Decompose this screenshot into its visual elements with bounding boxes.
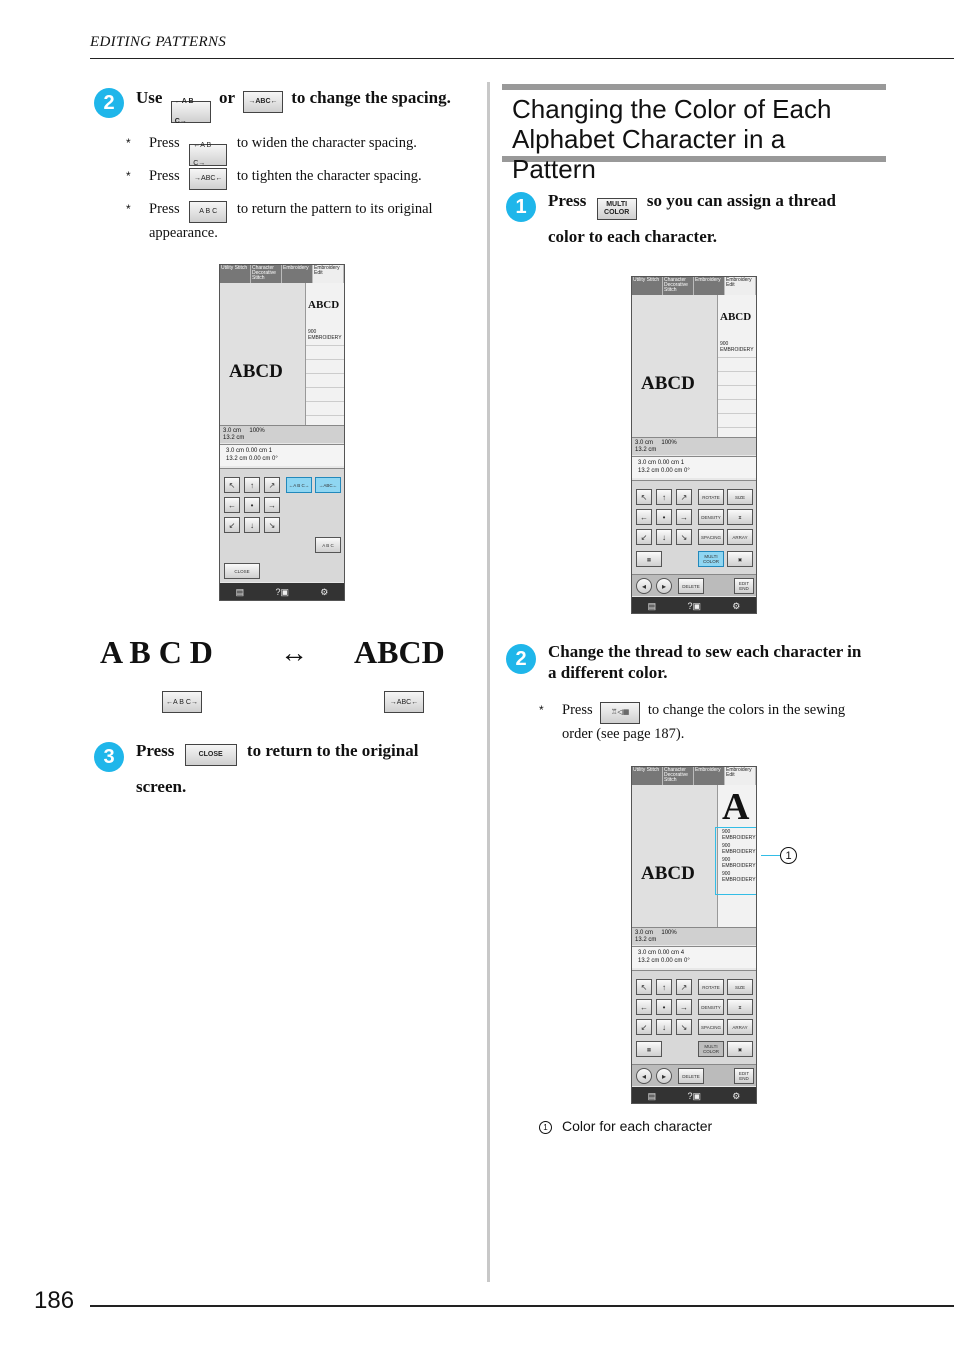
screen-footer bbox=[220, 583, 344, 601]
reset-spacing-button[interactable]: A B C bbox=[315, 537, 341, 553]
bullet-color-order: Press ♖◁▦ to change the colors in the sewing bbox=[562, 701, 892, 724]
page-icon[interactable]: ▤ bbox=[647, 600, 657, 611]
page-icon[interactable]: ▤ bbox=[647, 1090, 657, 1101]
size-bar: 3.0 cm 100% 13.2 cm bbox=[632, 437, 756, 455]
rotate-button[interactable]: ROTATE bbox=[698, 979, 724, 995]
edit-panel: ↖ ↑ ↗ ← • → ↙ ↓ ↘ ROTATE SIZE DENSITY ⧖ SPACING ARRAY ▦ MULTI COLOR ▣ bbox=[632, 970, 756, 1064]
mirror-icon[interactable]: ⧖ bbox=[727, 999, 753, 1015]
tighten-spacing-button[interactable]: →ABC← bbox=[315, 477, 341, 493]
help-icon[interactable]: ?▣ bbox=[687, 600, 701, 611]
move-down-key[interactable]: ↓ bbox=[244, 517, 260, 533]
spacing-button[interactable]: SPACING bbox=[698, 1019, 724, 1035]
caption-text: Color for each character bbox=[562, 1118, 713, 1134]
next-icon[interactable]: ▸ bbox=[656, 1068, 672, 1084]
step-2-instruction: Use ←A B C→ or →ABC← to change the spacing. bbox=[136, 88, 451, 125]
page-icon[interactable]: ▤ bbox=[235, 586, 245, 597]
pattern-preview: A 900 EMBROIDERY 900 EMBROIDERY 900 EMBROIDERY 900 EMBROIDERY bbox=[718, 785, 757, 927]
bullet-tighten: Press →ABC← to tighten the character spacing. bbox=[149, 167, 479, 190]
tighten-spacing-button[interactable]: →ABC← bbox=[243, 91, 283, 113]
section-title: Changing the Color of Each Alphabet Character in a Pattern bbox=[502, 84, 886, 162]
widen-spacing-button[interactable]: ←A B C→ bbox=[286, 477, 312, 493]
help-icon[interactable]: ?▣ bbox=[687, 1090, 701, 1101]
move-center-key[interactable]: • bbox=[244, 497, 260, 513]
nav-panel bbox=[632, 574, 756, 596]
thread-color: 900 EMBROIDERY bbox=[722, 843, 756, 855]
mirror-icon[interactable]: ⧖ bbox=[727, 509, 753, 525]
thread-color: 900 EMBROIDERY bbox=[308, 329, 342, 341]
multi-color-button[interactable]: MULTI COLOR bbox=[597, 198, 637, 220]
tighten-spacing-button[interactable]: →ABC← bbox=[189, 168, 227, 190]
pattern-canvas: ABCD bbox=[220, 283, 306, 425]
spacing-screen bbox=[219, 264, 345, 601]
edit-end-button[interactable]: EDIT END bbox=[734, 1068, 754, 1084]
grid-icon[interactable]: ▦ bbox=[636, 1041, 662, 1057]
spaced-letters: A B C D bbox=[100, 634, 213, 670]
step-number: 2 bbox=[506, 644, 536, 674]
density-button[interactable]: DENSITY bbox=[698, 999, 724, 1015]
thread-color: 900 EMBROIDERY bbox=[720, 341, 754, 353]
edit-end-button[interactable]: EDIT END bbox=[734, 578, 754, 594]
callout-leader bbox=[761, 855, 780, 856]
screen-footer bbox=[632, 597, 756, 614]
bullet-widen: Press ←A B C→ to widen the character spacing. bbox=[149, 135, 417, 167]
step-1-instruction: Press MULTI COLOR so you can assign a thread bbox=[548, 191, 888, 220]
widen-spacing-button[interactable]: ←A B C→ bbox=[189, 144, 227, 166]
step-3-instruction: Press CLOSE to return to the original bbox=[136, 741, 476, 766]
close-button[interactable]: CLOSE bbox=[224, 563, 260, 579]
delete-button[interactable]: DELETE bbox=[678, 578, 704, 594]
reset-spacing-button[interactable]: A B C bbox=[189, 201, 227, 223]
pattern-preview: ABCD 900 EMBROIDERY bbox=[306, 283, 345, 425]
multi-color-screen: Utility Stitch Character Decorative Stitch Embroidery Embroidery Edit ABCD A 900 EMBROIDERY 900 EMBROIDERY 900 EMBROIDERY 900 EMBROIDERY 3.0 cm 100% 13.2 cm 3.0 cm 0.00 cm 4 13.2 cm 0.00 cm 0° ↖ ↑ ↗ ← • → ↙ ↓ ↘ ROTATE SIZE DENSITY ⧖ SPACING ARRAY ▦ MULTI COLOR ▣ ◂ ▸ DELETE EDIT END ▤ ?▣ ⚙ bbox=[631, 766, 757, 1104]
move-down-left-key[interactable]: ↙ bbox=[224, 517, 240, 533]
prev-icon[interactable]: ◂ bbox=[636, 1068, 652, 1084]
pattern-preview: ABCD 900 EMBROIDERY bbox=[718, 295, 757, 437]
tight-letters: ABCD bbox=[354, 634, 445, 670]
next-icon[interactable]: ▸ bbox=[656, 578, 672, 594]
size-button[interactable]: SIZE bbox=[727, 489, 753, 505]
step-number: 2 bbox=[94, 88, 124, 118]
caption-number: 1 bbox=[539, 1121, 552, 1134]
position-info: 3.0 cm 0.00 cm 1 13.2 cm 0.00 cm 0° bbox=[632, 456, 756, 478]
settings-icon[interactable]: ⚙ bbox=[320, 586, 329, 597]
edit-panel bbox=[220, 468, 344, 582]
thread-color: 900 EMBROIDERY bbox=[722, 829, 756, 841]
size-button[interactable]: SIZE bbox=[727, 979, 753, 995]
array-button[interactable]: ARRAY bbox=[727, 529, 753, 545]
density-button[interactable]: DENSITY bbox=[698, 509, 724, 525]
settings-icon[interactable]: ⚙ bbox=[732, 600, 741, 611]
pattern-canvas: ABCD bbox=[632, 785, 718, 927]
multi-color-button[interactable]: MULTI COLOR bbox=[698, 1041, 724, 1057]
settings-icon[interactable]: ⚙ bbox=[732, 1090, 741, 1101]
delete-button[interactable]: DELETE bbox=[678, 1068, 704, 1084]
spacing-button[interactable]: SPACING bbox=[698, 529, 724, 545]
step-number: 3 bbox=[94, 742, 124, 772]
color-order-icon[interactable]: ▣ bbox=[727, 551, 753, 567]
running-header: EDITING PATTERNS bbox=[90, 34, 227, 50]
move-up-left-key[interactable]: ↖ bbox=[224, 477, 240, 493]
move-left-key[interactable]: ← bbox=[224, 497, 240, 513]
position-info: 3.0 cm 0.00 cm 4 13.2 cm 0.00 cm 0° bbox=[632, 946, 756, 968]
callout-number: 1 bbox=[780, 847, 797, 864]
thread-color: 900 EMBROIDERY bbox=[722, 871, 756, 883]
grid-icon[interactable]: ▦ bbox=[636, 551, 662, 567]
size-bar: 3.0 cm 100% 13.2 cm bbox=[632, 927, 756, 945]
color-order-icon[interactable]: ▣ bbox=[727, 1041, 753, 1057]
color-order-icon[interactable]: ♖◁▦ bbox=[600, 702, 640, 724]
move-up-right-key[interactable]: ↗ bbox=[264, 477, 280, 493]
help-icon[interactable]: ?▣ bbox=[275, 586, 289, 597]
multi-color-button[interactable]: MULTI COLOR bbox=[698, 551, 724, 567]
nav-panel bbox=[632, 1064, 756, 1086]
screen-tabs: Utility Stitch Character Decorative Stitch Embroidery Embroidery Edit bbox=[220, 265, 344, 283]
color-callout-box bbox=[715, 827, 757, 895]
double-arrow-icon: ↔ bbox=[280, 638, 308, 669]
close-button[interactable]: CLOSE bbox=[185, 744, 237, 766]
bullet-reset: Press A B C to return the pattern to its original bbox=[149, 200, 479, 223]
header-rule bbox=[90, 58, 954, 59]
prev-icon[interactable]: ◂ bbox=[636, 578, 652, 594]
widen-spacing-button[interactable]: ←A B C→ bbox=[162, 691, 202, 713]
edit-panel: ↖ ↑ ↗ ← • → ↙ ↓ ↘ ROTATE SIZE DENSITY ⧖ SPACING ARRAY ▦ MULTI COLOR ▣ bbox=[632, 480, 756, 574]
page-number: 186 bbox=[34, 1287, 75, 1314]
footer-rule bbox=[90, 1305, 954, 1307]
rotate-button[interactable]: ROTATE bbox=[698, 489, 724, 505]
pattern-canvas: ABCD bbox=[632, 295, 718, 437]
move-up-key[interactable]: ↑ bbox=[244, 477, 260, 493]
move-down-right-key[interactable]: ↘ bbox=[264, 517, 280, 533]
step-number: 1 bbox=[506, 192, 536, 222]
tighten-spacing-button[interactable]: →ABC← bbox=[384, 691, 424, 713]
size-bar: 3.0 cm 100% 13.2 cm bbox=[220, 425, 344, 443]
thread-color: 900 EMBROIDERY bbox=[722, 857, 756, 869]
widen-spacing-button[interactable]: ←A B C→ bbox=[171, 101, 211, 123]
position-info: 3.0 cm 0.00 cm 1 13.2 cm 0.00 cm 0° bbox=[220, 444, 344, 466]
column-divider bbox=[487, 82, 490, 1282]
edit-screen: Utility Stitch Character Decorative Stitch Embroidery Embroidery Edit ABCD ABCD 900 EMBROIDERY 3.0 cm 100% 13.2 cm 3.0 cm 0.00 cm 1 13.2 cm 0.00 cm 0° ↖ ↑ ↗ ← • → ↙ ↓ ↘ ROTATE SIZE DENSITY ⧖ SPACING ARRAY ▦ MULTI COLOR ▣ ◂ ▸ DELETE EDIT END ▤ ?▣ ⚙ bbox=[631, 276, 757, 614]
array-button[interactable]: ARRAY bbox=[727, 1019, 753, 1035]
move-right-key[interactable]: → bbox=[264, 497, 280, 513]
screen-footer bbox=[632, 1087, 756, 1104]
